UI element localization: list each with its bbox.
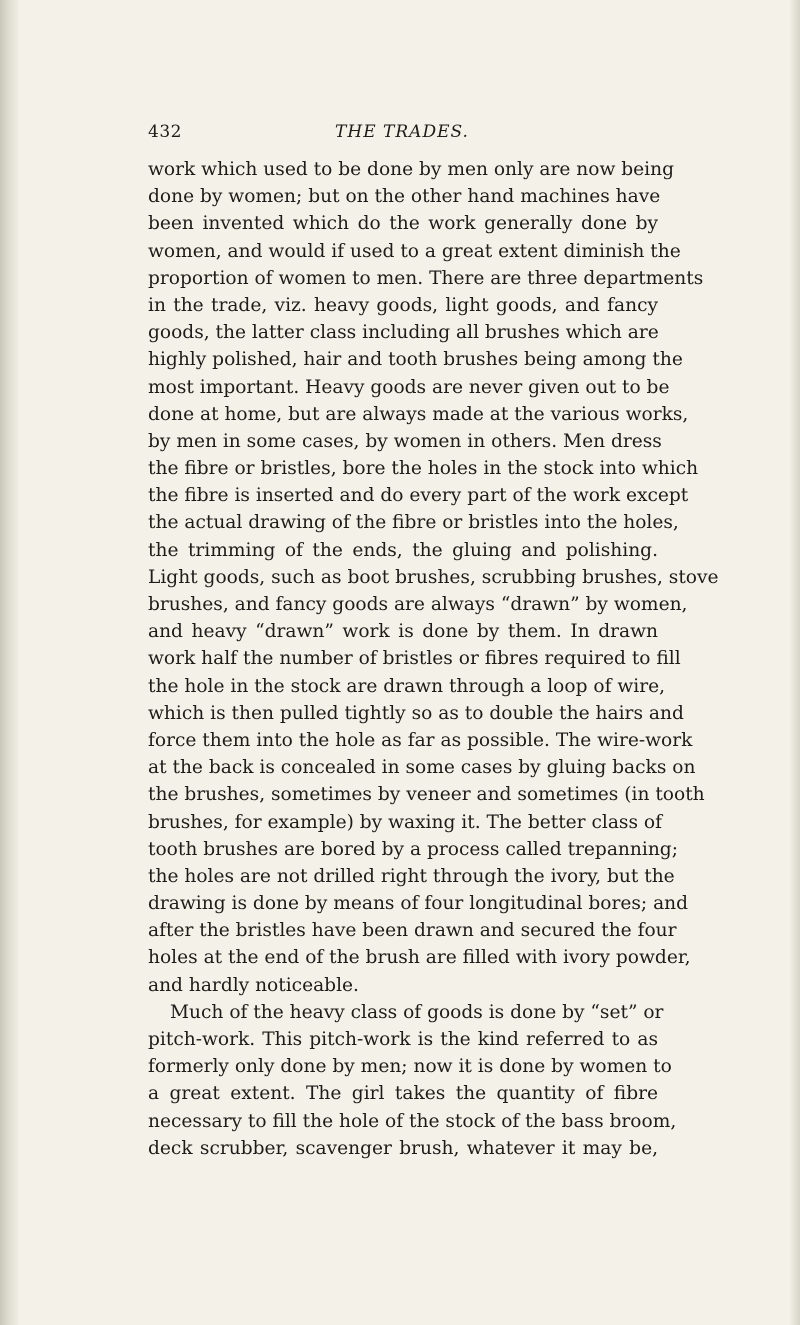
paragraph-last-line: and hardly noticeable. <box>148 974 359 996</box>
running-title: THE TRADES. <box>335 122 469 142</box>
text-line: and heavy “drawn” work is done by them. In drawn <box>148 621 658 643</box>
text-line: work which used to be done by men only are now being <box>148 159 675 180</box>
text-line: most important. Heavy goods are never given out to be <box>148 376 670 398</box>
text-line: pitch-work. This pitch-work is the kind referred to as <box>148 1029 658 1050</box>
page-header <box>148 122 656 148</box>
text-line: the fibre is inserted and do every part of the work except <box>148 485 689 507</box>
text-line: the brushes, sometimes by veneer and sometimes (in tooth <box>148 784 705 806</box>
text-line: goods, the latter class including all brushes which are <box>148 322 659 344</box>
text-line: formerly only done by men; now it is done by women to <box>148 1056 672 1078</box>
text-line: Light goods, such as boot brushes, scrubbing brushes, stove <box>148 566 719 588</box>
text-line: at the back is concealed in some cases by gluing backs on <box>148 757 696 779</box>
text-line: work half the number of bristles or fibres required to fill <box>148 648 681 670</box>
text-line: the hole in the stock are drawn through a loop of wire, <box>148 675 666 697</box>
text-line: women, and would if used to a great extent diminish the <box>148 240 681 262</box>
text-line: holes at the end of the brush are filled with ivory powder, <box>148 947 691 969</box>
text-line: after the bristles have been drawn and secured the four <box>148 920 677 942</box>
text-line: proportion of women to men. There are three departments <box>148 267 704 289</box>
text-line: the holes are not drilled right through the ivory, but the <box>148 865 675 887</box>
paragraph-first-line: Much of the heavy class of goods is done by “set” or <box>170 1001 664 1023</box>
page-edge-left <box>0 0 18 1325</box>
body-text <box>148 156 719 1162</box>
text-line: been invented which do the work generally done by <box>148 213 658 235</box>
text-line: drawing is done by means of four longitudinal bores; and <box>148 893 689 915</box>
text-line: brushes, and fancy goods are always “drawn” by women, <box>148 594 688 615</box>
text-line: done by women; but on the other hand machines have <box>148 186 661 208</box>
text-line: the trimming of the ends, the gluing and polishing. <box>148 539 658 561</box>
page-edge-right <box>790 0 800 1325</box>
page-number: 432 <box>148 122 182 142</box>
text-line: highly polished, hair and tooth brushes being among the <box>148 349 683 371</box>
text-line: the actual drawing of the fibre or bristles into the holes, <box>148 512 679 534</box>
text-line: which is then pulled tightly so as to double the hairs and <box>148 702 684 724</box>
text-line: brushes, for example) by waxing it. The better class of <box>148 811 662 833</box>
text-line: tooth brushes are bored by a process called trepanning; <box>148 838 678 860</box>
text-line: force them into the hole as far as possible. The wire-work <box>148 729 693 751</box>
text-line: the fibre or bristles, bore the holes in the stock into which <box>148 458 699 480</box>
text-line: a great extent. The girl takes the quantity of fibre <box>148 1083 658 1105</box>
text-line: deck scrubber, scavenger brush, whatever it may be, <box>148 1137 658 1159</box>
text-line: in the trade, viz. heavy goods, light goods, and fancy <box>148 294 658 316</box>
text-line: by men in some cases, by women in others. Men dress <box>148 430 662 452</box>
text-line: done at home, but are always made at the various works, <box>148 403 689 425</box>
text-line: necessary to fill the hole of the stock of the bass broom, <box>148 1110 677 1132</box>
